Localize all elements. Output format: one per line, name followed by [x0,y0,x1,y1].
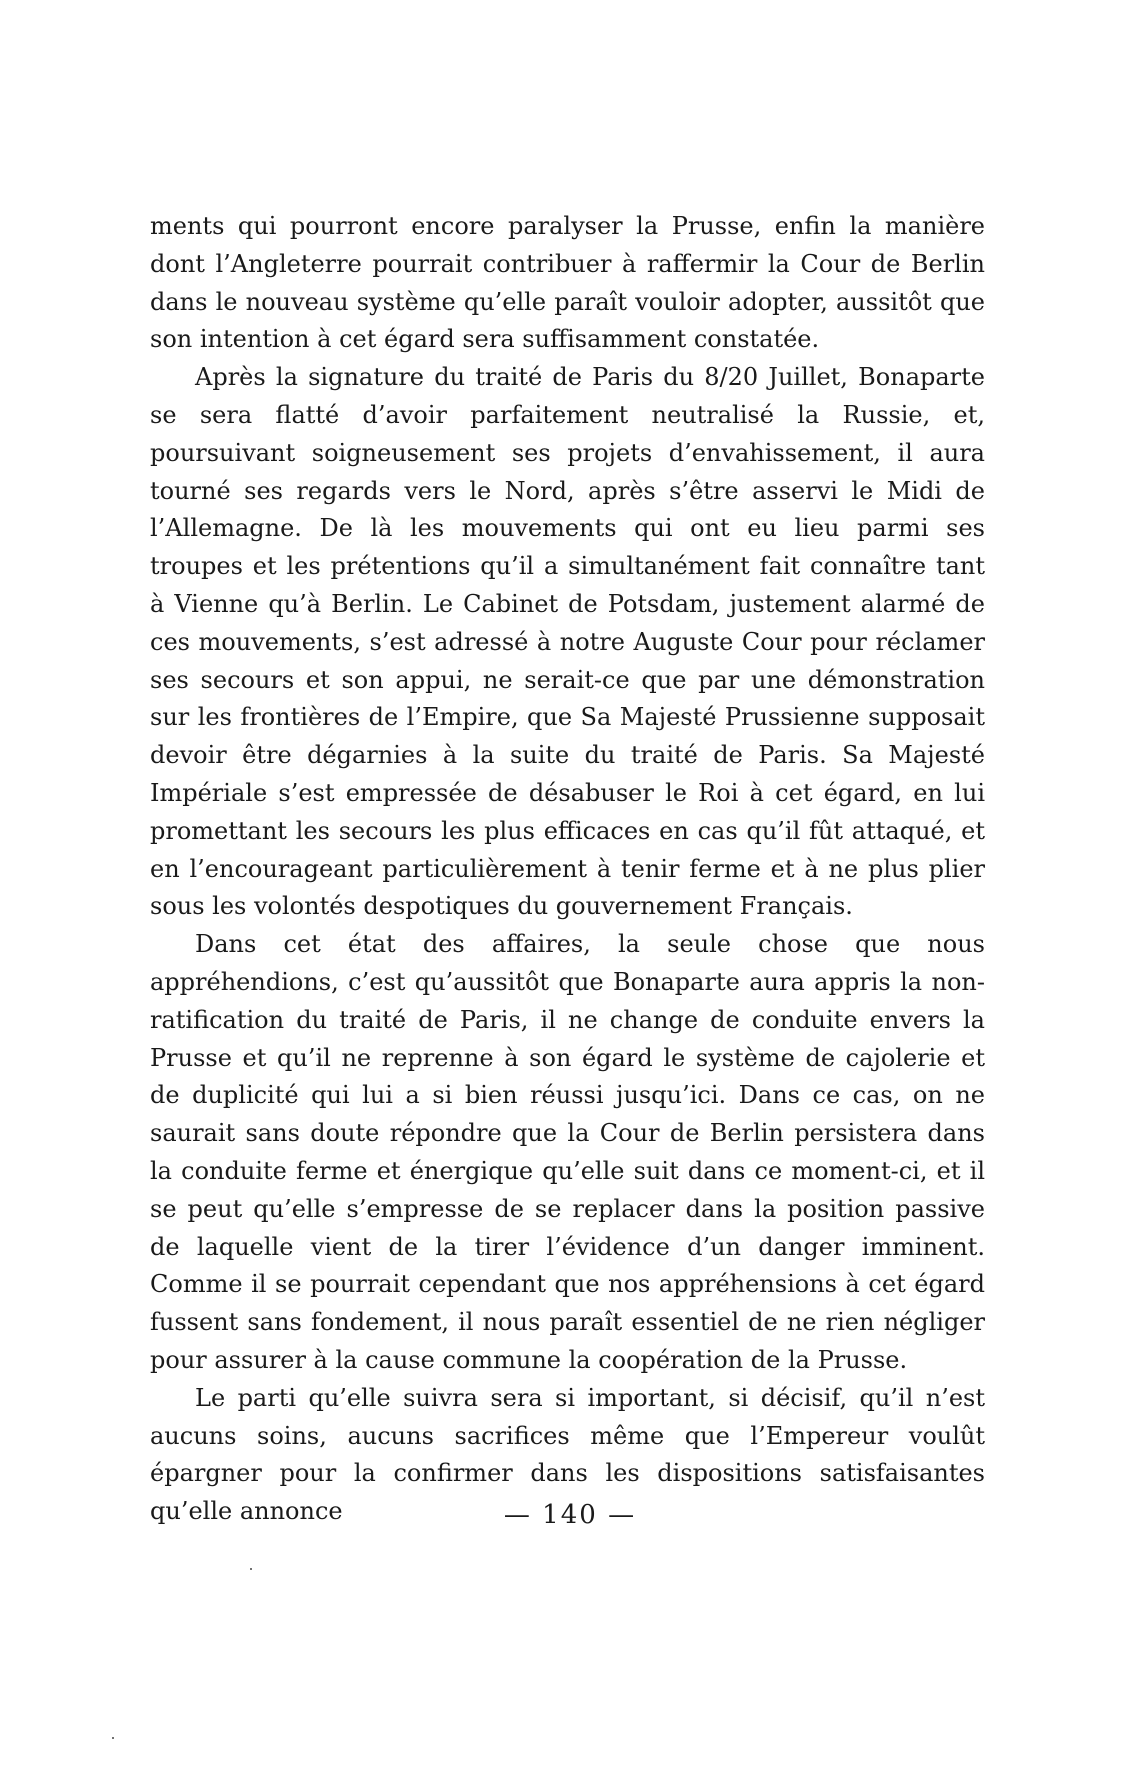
paragraph: Dans cet état des affaires, la seule chose que nous appréhendions, c’est qu’aussitôt que Bonaparte aura appris la non-ratification du traité de Paris, il ne change de conduite envers la Prusse et qu’il ne reprenne à son égard le système de cajolerie et de duplicité qui lui a si bien réussi jusqu’ici. Dans ce cas, on ne saurait sans doute répondre que la Cour de Berlin persistera dans la conduite ferme et énergique qu’elle suit dans ce moment-ci, et il se peut qu’elle s’empresse de se replacer dans la position passive de laquelle vient de la tirer l’évidence d’un danger imminent. Comme il se pourrait cependant que nos appréhensions à cet égard fussent sans fondement, il nous paraît essentiel de ne rien négliger pour assurer à la cause commune la coopération de la Prusse. [150,930,985,1374]
body-text [150,208,985,1531]
paragraph-continuation: ments qui pourront encore paralyser la Prusse, enfin la manière dont l’Angleterre pourrait contribuer à raffermir la Cour de Berlin dans le nouveau système qu’elle paraît vouloir adopter, aussitôt que son intention à cet égard sera suffisamment constatée. [150,212,985,354]
scan-speck [250,1568,252,1570]
paragraph: Après la signature du traité de Paris du 8/20 Juillet, Bonaparte se sera flatté d’avoir parfaitement neutralisé la Russie, et, poursuivant soigneusement ses projets d’envahissement, il aura tourné ses regards vers le Nord, après s’être asservi le Midi de l’Allemagne. De là les mouvements qui ont eu lieu parmi ses troupes et les prétentions qu’il a simultanément fait connaître tant à Vienne qu’à Berlin. Le Cabinet de Potsdam, justement alarmé de ces mouvements, s’est adressé à notre Auguste Cour pour réclamer ses secours et son appui, ne serait-ce que par une démonstration sur les frontières de l’Empire, que Sa Majesté Prussienne supposait devoir être dégarnies à la suite du traité de Paris. Sa Majesté Impériale s’est empressée de désabuser le Roi à cet égard, en lui promettant les secours les plus efficaces en cas qu’il fût attaqué, et en l’encourageant particulièrement à tenir ferme et à ne plus plier sous les volontés despotiques du gouvernement Français. [150,363,985,921]
scan-speck [112,1737,114,1739]
paragraph: Le parti qu’elle suivra sera si important, si décisif, qu’il n’est aucuns soins, aucuns sacrifices même que l’Empereur voulût épargner pour la confirmer dans les dispositions satisfaisantes qu’elle annonce [150,1383,985,1526]
page-number: — 140 — [503,1500,637,1530]
